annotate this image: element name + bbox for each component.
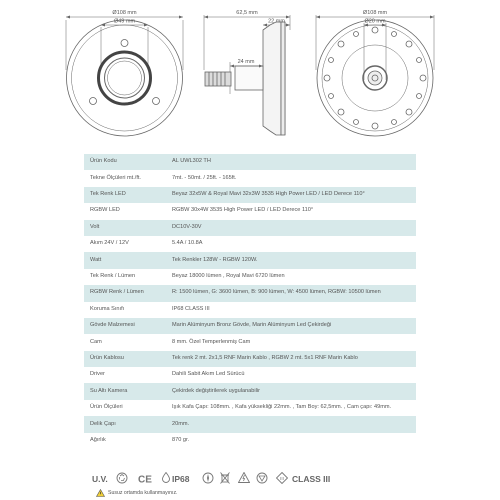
- spec-value: 7mt. - 50mt. / 25ft. - 165ft.: [172, 174, 237, 181]
- spec-row: [84, 269, 416, 285]
- class-iii-icon: [276, 472, 288, 484]
- spec-label: Driver: [90, 371, 105, 378]
- spec-value: Beyaz 18000 lümen , Royal Mavi 6720 lümen: [172, 273, 285, 279]
- spec-label: Delik Çapı: [84, 416, 166, 432]
- spec-row: [84, 220, 416, 236]
- spec-label: Koruma Sınıfı: [90, 305, 125, 312]
- warning-triangle-icon: [96, 489, 105, 497]
- spec-label: Cam: [90, 338, 102, 345]
- spec-row: [84, 203, 416, 219]
- spec-label: Ürün Kodu: [84, 154, 166, 170]
- spec-label: Ağırlık: [90, 436, 106, 443]
- spec-label: Gövde Malzemesi: [84, 318, 166, 334]
- spec-row: [84, 285, 416, 301]
- uv-label: U.V.: [92, 474, 108, 484]
- spec-label: Tek Renk LED: [84, 187, 166, 203]
- back-inner-diameter-label: Ø20 mm: [364, 18, 386, 25]
- spec-value: Marin Alüminyum Bronz Gövde, Marin Alüminyum Led Çekirdeği: [166, 318, 416, 334]
- spec-row: [84, 170, 416, 186]
- ip68-label: IP68: [172, 474, 190, 484]
- side-view-drawing: [204, 15, 290, 135]
- spec-row: [84, 154, 416, 170]
- spec-row: [84, 318, 416, 334]
- svg-text:III: III: [280, 476, 284, 481]
- front-inner-diameter-label: Ø49 mm: [113, 18, 136, 25]
- compass-icon: [202, 472, 214, 484]
- ip68-drop-icon: [162, 472, 170, 483]
- side-cable-length-label: 24 mm: [237, 59, 255, 65]
- spec-label: Su Altı Kamera: [84, 383, 166, 399]
- front-view-drawing: [66, 16, 183, 137]
- spec-label: Watt: [84, 252, 166, 268]
- spec-label: RGBW Renk / Lümen: [84, 285, 166, 301]
- spec-value: Çekirdek değiştirilerek uygulanabilir: [166, 383, 416, 399]
- back-outer-diameter-label: Ø108 mm: [362, 10, 388, 16]
- spec-value: IP68 CLASS III: [172, 305, 210, 312]
- spec-value: 20mm.: [166, 416, 416, 432]
- spec-value: DC10V-30V: [166, 220, 416, 236]
- spec-value: Tek renk 2 mt. 2x1,5 RNF Marin Kablo , RGBW 2 mt. 5x1 RNF Marin Kablo: [166, 351, 416, 367]
- lamp-symbol-icon: [256, 472, 268, 484]
- spec-value: Beyaz 32x5W & Royal Mavi 32x3W 3535 High Power LED / LED Derece 110°: [166, 187, 416, 203]
- spec-label: Ürün Ölçüleri: [90, 404, 123, 411]
- spec-value: 870 gr.: [172, 436, 190, 443]
- spec-row: [84, 367, 416, 383]
- spec-row: [84, 236, 416, 252]
- class-iii-label: CLASS III: [292, 474, 331, 484]
- spec-label: Akım 24V / 12V: [90, 240, 129, 247]
- ce-mark-icon: [138, 473, 154, 484]
- spec-value: RGBW 30x4W 3535 High Power LED / LED Derece 110°: [172, 207, 314, 214]
- spec-value: Dahili Sabit Akım Led Sürücü: [172, 371, 245, 378]
- spec-label: Tek Renk / Lümen: [90, 273, 136, 279]
- spec-row: [84, 302, 416, 318]
- technical-drawings: [0, 0, 500, 150]
- spec-label: Volt: [84, 220, 166, 236]
- back-view-drawing: [316, 15, 434, 136]
- spec-row: [84, 383, 416, 399]
- spec-value: AL UWL302 TH: [166, 154, 416, 170]
- spec-row: [84, 334, 416, 350]
- spec-value: 8 mm. Özel Temperlenmiş Cam: [172, 338, 251, 345]
- electrical-warning-icon: [238, 472, 250, 483]
- front-outer-diameter-label: Ø108 mm: [112, 10, 137, 16]
- side-width-label: 62,5 mm: [236, 10, 258, 16]
- spec-row: [84, 400, 416, 416]
- weee-bin-icon: [220, 472, 230, 484]
- spec-label: Tekne Ölçüleri mt./ft.: [90, 174, 141, 181]
- spec-label: Ürün Kablosu: [84, 351, 166, 367]
- spec-row: [84, 433, 416, 449]
- spec-value: 5.4A / 10.8A: [172, 240, 203, 247]
- certification-footer: [92, 470, 422, 496]
- spec-value: Işık Kafa Çapı: 108mm. , Kafa yüksekliği 22mm. , Tam Boy: 62,5mm. , Cam çapı: 49mm.: [172, 404, 392, 411]
- svg-text:CE: CE: [138, 474, 152, 484]
- spec-table: [84, 154, 416, 449]
- spec-label: RGBW LED: [90, 207, 120, 214]
- spec-value: R: 1500 lümen, G: 3600 lümen, B: 900 lümen, W: 4500 lümen, RGBW: 10500 lümen: [166, 285, 416, 301]
- spec-value: Tek Renkler 128W - RGBW 120W.: [166, 252, 416, 268]
- side-depth-label: 22 mm: [268, 18, 285, 25]
- spec-row: [84, 187, 416, 203]
- warning-text: Susuz ortamda kullanmayınız.: [108, 490, 178, 496]
- spec-row: [84, 351, 416, 367]
- spec-row: [84, 252, 416, 268]
- recycle-icon: [116, 472, 128, 484]
- spec-row: [84, 416, 416, 432]
